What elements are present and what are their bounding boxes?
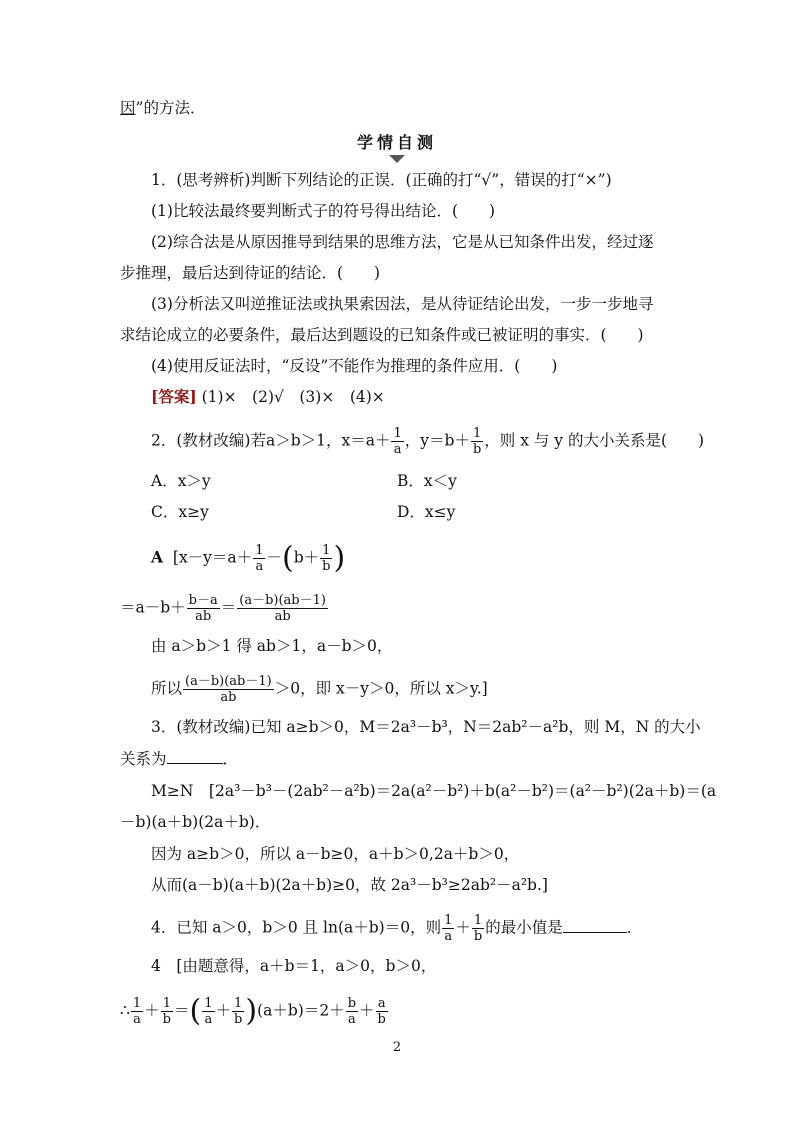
q1-stem: 1．(思考辨析)判断下列结论的正误．(正确的打“√”，错误的打“×”)	[151, 171, 612, 189]
q2-solution-1: A [x－y＝a＋ $\frac{1}{a}$ －(b＋ $\frac{1}{b}$ )	[151, 540, 346, 576]
down-triangle-icon	[389, 155, 405, 163]
q4-solution-b: ∴ $\frac{1}{a}$ ＋ $\frac{1}{b}$ ＝( $\frac{1}{a}$ ＋ $\frac{1}{b}$ )(a＋b)＝2＋ $\frac{b}{a}$ ＋ $\frac{a}{b}$	[120, 993, 386, 1029]
fraction: $\frac{1}{a}$	[393, 426, 402, 457]
fraction: $\frac{1}{b}$	[234, 996, 243, 1027]
q2-solution-2: ＝a－b＋ $\frac{b-a}{ab}$ ＝ $\frac{(a-b)(ab-1)}{ab}$	[120, 593, 326, 624]
answer-text: (1)× (2)√ (3)× (4)×	[201, 388, 385, 406]
section-header	[0, 130, 794, 163]
fraction: $\frac{1}{a}$	[255, 543, 264, 574]
q4-stem: 4．已知 a＞0，b＞0 且 ln(a＋b)＝0，则 $\frac{1}{a}$ ＋ $\frac{1}{b}$ 的最小值是 ．	[151, 913, 643, 944]
fraction: $\frac{1}{b}$	[472, 426, 482, 457]
q1-statement-3a: (3)分析法又叫逆推证法或执果索因法，是从待证结论出发，一步一步地寻	[151, 295, 654, 313]
fraction: $\frac{1}{a}$	[204, 996, 213, 1027]
q1-statement-2b: 步推理，最后达到待证的结论．( )	[120, 264, 381, 282]
fraction: $\frac{1}{a}$	[444, 913, 453, 944]
fraction: $\frac{(a-b)(ab-1)}{ab}$	[185, 674, 272, 705]
answer-tag: [答案]	[151, 387, 197, 406]
q3-stem-a: 3．(教材改编)已知 a≥b＞0，M＝2a³－b³，N＝2ab²－a²b，则 M，N 的大小	[151, 718, 701, 736]
fraction: $\frac{1}{b}$	[322, 543, 331, 574]
q1-statement-2a: (2)综合法是从原因推导到结果的思维方法，它是从已知条件出发，经过逐	[151, 233, 654, 251]
fraction: $\frac{b}{a}$	[347, 996, 357, 1027]
fraction: $\frac{(a-b)(ab-1)}{ab}$	[239, 593, 326, 624]
option-a: A．x＞y	[151, 472, 211, 490]
fraction: $\frac{b-a}{ab}$	[188, 593, 218, 624]
fraction: $\frac{1}{a}$	[132, 996, 142, 1027]
option-b: B．x＜y	[397, 472, 457, 490]
q1-answer	[151, 387, 385, 407]
q2-solution-4: 所以 $\frac{(a-b)(ab-1)}{ab}$ ＞0，即 x－y＞0，所以 x＞y.]	[151, 674, 488, 705]
q3-solution-a: M≥N [2a³－b³－(2ab²－a²b)＝2a(a²－b²)＋b(a²－b²)＝(a²－b²)(2a＋b)＝(a	[151, 782, 717, 800]
page-number: 2	[392, 1040, 402, 1055]
q1-statement-1: (1)比较法最终要判断式子的符号得出结论．( )	[151, 202, 496, 220]
q3-solution-b: －b)(a＋b)(2a＋b)．	[120, 813, 271, 831]
fraction: $\frac{1}{b}$	[162, 996, 171, 1027]
answer-blank	[563, 918, 627, 933]
q2-solution-3: 由 a＞b＞1 得 ab＞1，a－b＞0，	[151, 637, 393, 655]
q1-statement-4: (4)使用反证法时，“反设”不能作为推理的条件应用．( )	[151, 357, 558, 375]
fraction: $\frac{a}{b}$	[377, 996, 386, 1027]
option-d: D．x≤y	[397, 503, 456, 521]
q3-solution-c: 因为 a≥b＞0，所以 a－b≥0，a＋b＞0,2a＋b＞0，	[151, 845, 520, 863]
q4-solution-a: 4 [由题意得，a＋b＝1，a＞0，b＞0，	[151, 957, 437, 975]
option-c: C．x≥y	[151, 503, 209, 521]
answer-letter: A	[151, 547, 164, 567]
answer-blank	[167, 749, 223, 764]
continued-line: 因”的方法．	[120, 99, 206, 117]
fraction: $\frac{1}{b}$	[473, 913, 483, 944]
q2-stem: 2．(教材改编)若a＞b＞1，x＝a＋ $\frac{1}{a}$ ，y＝b＋ $\frac{1}{b}$ ，则 x 与 y 的大小关系是( )	[151, 426, 705, 457]
section-title: 学情自测	[356, 133, 437, 152]
q3-solution-d: 从而(a－b)(a＋b)(2a＋b)≥0，故 2a³－b³≥2ab²－a²b.]	[151, 876, 548, 894]
q3-stem-b: 关系为 ．	[120, 750, 239, 768]
q1-statement-3b: 求结论成立的必要条件，最后达到题设的已知条件或已被证明的事实．( )	[120, 326, 644, 344]
underlined-char: 因	[120, 99, 136, 117]
